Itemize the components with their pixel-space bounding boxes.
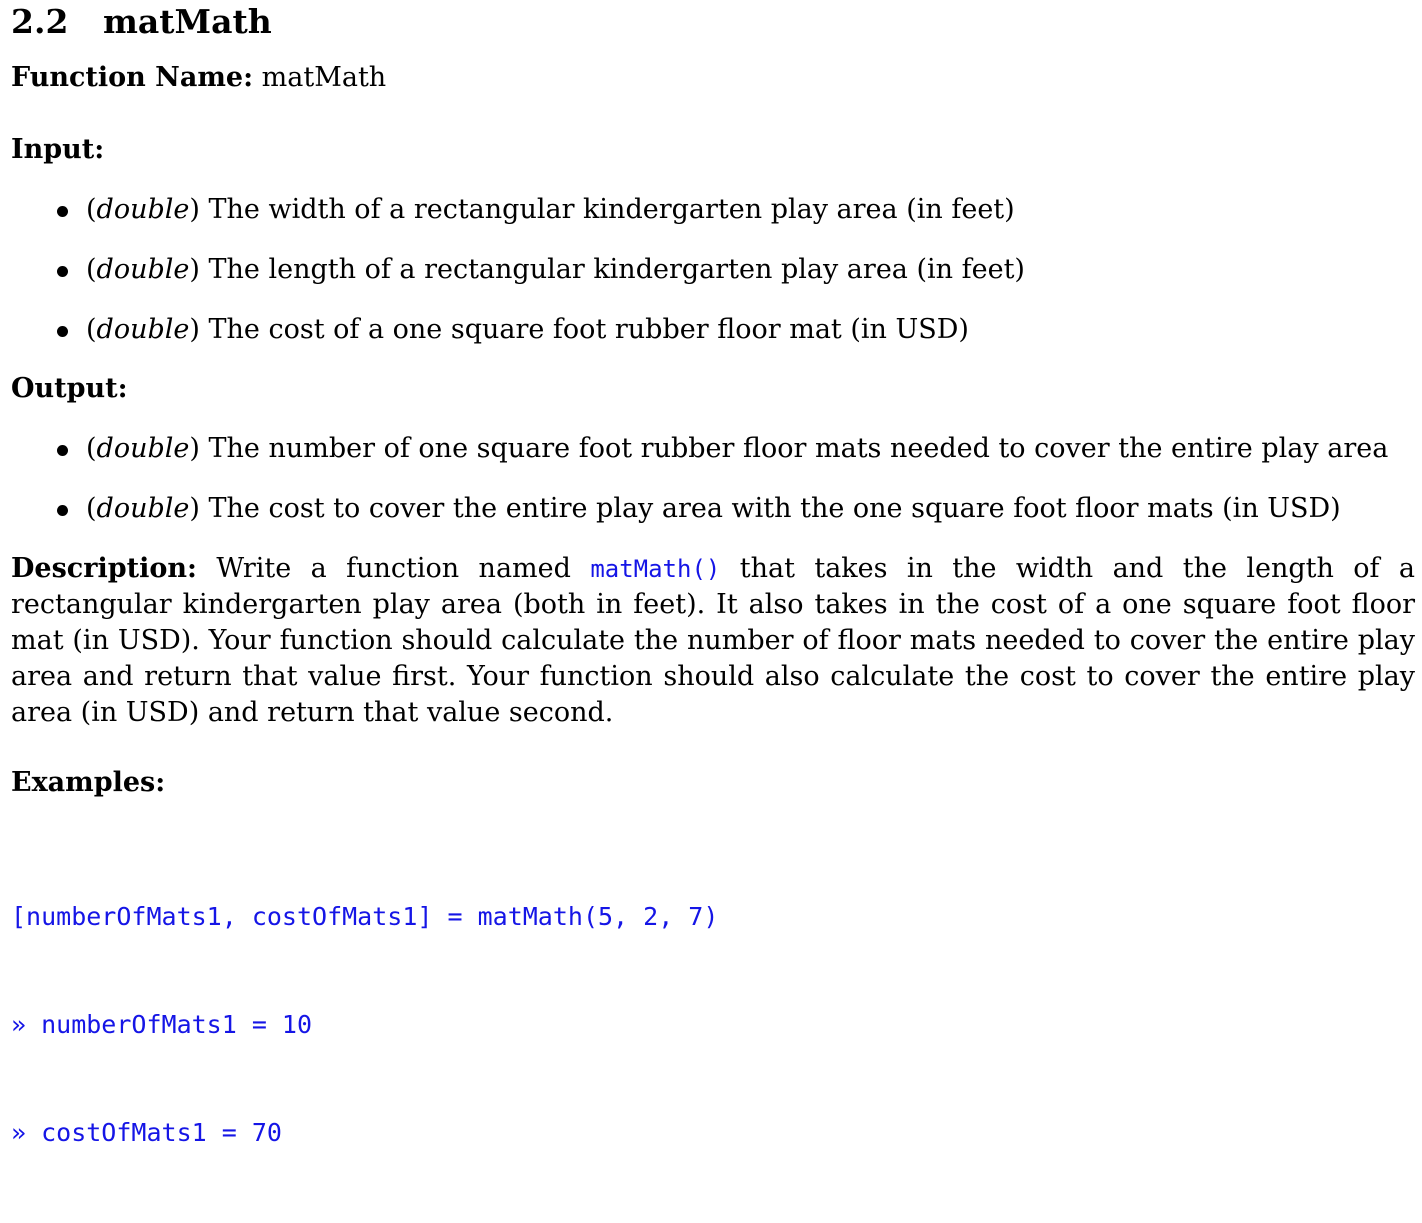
bullet-icon: [57, 505, 68, 516]
bullet-icon: [57, 445, 68, 456]
section-title: matMath: [103, 2, 272, 41]
param-type: double: [96, 314, 190, 345]
section-number: 2.2: [11, 2, 69, 41]
return-type: double: [96, 433, 190, 464]
example-line: » numberOfMats1 = 10: [11, 1010, 313, 1039]
output-heading: Output:: [11, 373, 128, 404]
param-type: double: [96, 254, 190, 285]
description-paragraph: [11, 551, 1415, 731]
function-name-value: matMath: [261, 62, 387, 93]
return-type: double: [96, 493, 190, 524]
bullet-icon: [57, 266, 68, 277]
description-label: Description:: [11, 553, 197, 584]
param-description: The cost of a one square foot rubber floor mat (in USD): [208, 314, 969, 345]
example-line: » costOfMats1 = 70: [11, 1118, 282, 1147]
description-text-rest: that takes in the width and the length of a rectangular kindergarten play area (both in feet). It also takes in the cost of a one square foot floor mat (in USD). Your function should calculate the number of floor mats needed to cover the entire play area and return that value first. Your function should also calculate the cost to cover the entire play area (in USD) and return that value second.: [11, 553, 1415, 728]
return-description: The cost to cover the entire play area with the one square foot floor mats (in USD): [208, 493, 1341, 524]
examples-heading: Examples:: [11, 767, 166, 798]
description-text-start: Write a function named: [216, 553, 571, 584]
example-line: [numberOfMats1, costOfMats1] = matMath(5, 2, 7): [11, 902, 719, 931]
function-name-line: [11, 60, 386, 96]
param-type: double: [96, 194, 190, 225]
return-description: The number of one square foot rubber floor mats needed to cover the entire play area: [208, 433, 1389, 464]
param-description: The length of a rectangular kindergarten play area (in feet): [208, 254, 1025, 285]
function-code: matMath(): [590, 555, 721, 583]
examples-code-block: [11, 827, 718, 1223]
input-heading: Input:: [11, 134, 105, 165]
bullet-icon: [57, 326, 68, 337]
param-description: The width of a rectangular kindergarten play area (in feet): [208, 194, 1015, 225]
bullet-icon: [57, 206, 68, 217]
section-heading: [11, 2, 272, 41]
function-name-label: Function Name:: [11, 62, 254, 93]
